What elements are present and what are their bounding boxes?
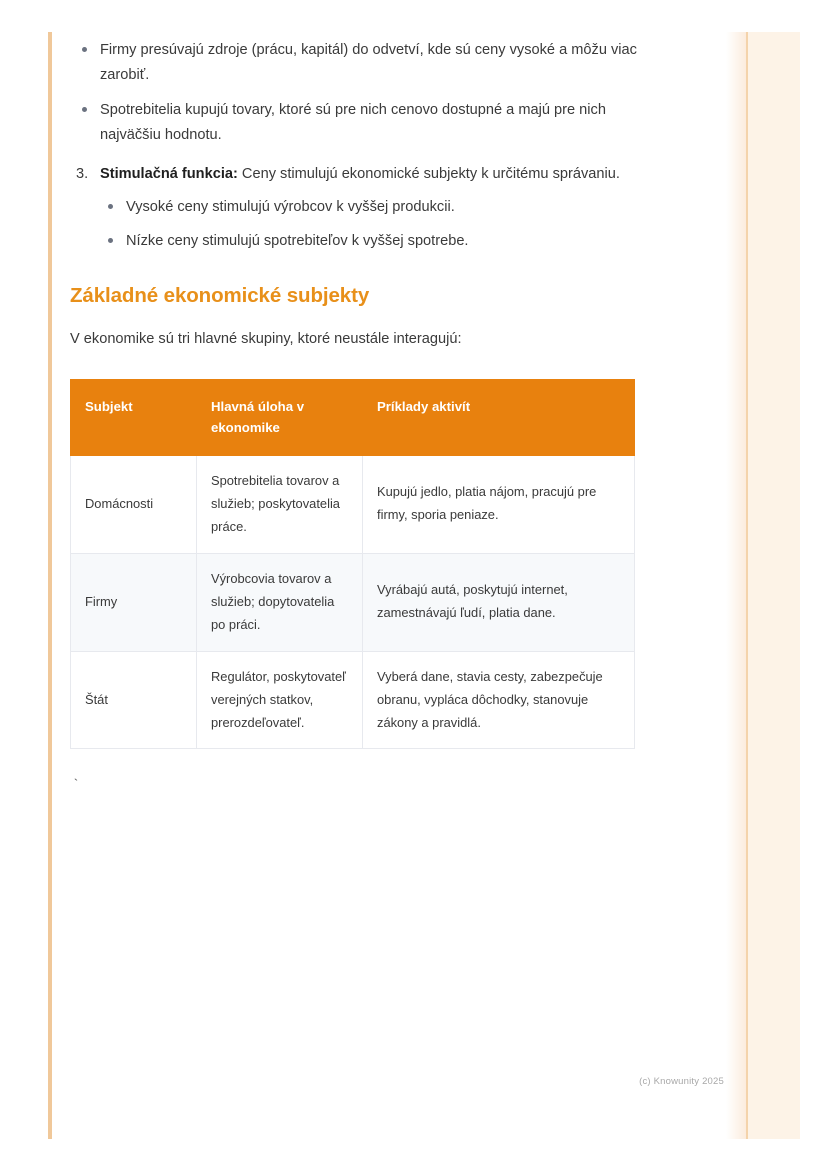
table-cell-examples: Kupujú jedlo, platia nájom, pracujú pre firmy, sporia peniaze. xyxy=(363,455,635,553)
top-bullet-list xyxy=(70,38,670,148)
page-right-accent-band xyxy=(746,32,800,1139)
list-item: Nízke ceny stimulujú spotrebiteľov k vyššej spotrebe. xyxy=(100,229,670,254)
table-cell-role: Regulátor, poskytovateľ verejných statkov, prerozdeľovateľ. xyxy=(197,651,363,749)
list-item: Vysoké ceny stimulujú výrobcov k vyššej produkcii. xyxy=(100,195,670,220)
table-cell-role: Spotrebitelia tovarov a služieb; poskytovatelia práce. xyxy=(197,455,363,553)
table-row xyxy=(71,553,635,651)
sub-bullet-list xyxy=(100,195,670,253)
section-intro-text: V ekonomike sú tri hlavné skupiny, ktoré neustále interagujú: xyxy=(70,330,462,347)
table-cell-examples: Vyberá dane, stavia cesty, zabezpečuje obranu, vypláca dôchodky, stanovuje zákony a pravidlá. xyxy=(363,651,635,749)
table-cell-role: Výrobcovia tovarov a služieb; dopytovatelia po práci. xyxy=(197,553,363,651)
section-title: Základné ekonomické subjekty xyxy=(70,283,370,307)
table-row xyxy=(71,651,635,749)
table-cell-subject: Firmy xyxy=(71,553,197,651)
footer-credit: (c) Knowunity 2025 xyxy=(639,1076,724,1087)
table-header-cell: Subjekt xyxy=(71,380,197,456)
numbered-list-item xyxy=(70,162,670,253)
list-number: 3. xyxy=(76,166,89,183)
list-item: Firmy presúvajú zdroje (prácu, kapitál) do odvetví, kde sú ceny vysoké a môžu viac zarobiť. xyxy=(70,38,670,88)
list-item-text: Ceny stimulujú ekonomické subjekty k určitému správaniu. xyxy=(237,166,620,183)
stray-backtick: ` xyxy=(72,777,80,793)
economic-subjects-table xyxy=(70,379,635,749)
list-item: Spotrebitelia kupujú tovary, ktoré sú pre nich cenovo dostupné a majú pre nich najväčšiu hodnotu. xyxy=(70,98,670,148)
table-header-cell: Príklady aktivít xyxy=(363,380,635,456)
table-cell-subject: Domácnosti xyxy=(71,455,197,553)
document-content xyxy=(70,32,670,792)
page-left-accent-bar xyxy=(48,32,52,1139)
list-item-title: Stimulačná funkcia: xyxy=(100,166,238,183)
table-cell-subject: Štát xyxy=(71,651,197,749)
table-header-row xyxy=(71,380,635,456)
numbered-list xyxy=(70,162,670,253)
table-row xyxy=(71,455,635,553)
page-right-gradient xyxy=(726,32,748,1139)
table-header-cell: Hlavná úloha v ekonomike xyxy=(197,380,363,456)
table-cell-examples: Vyrábajú autá, poskytujú internet, zamestnávajú ľudí, platia dane. xyxy=(363,553,635,651)
document-page xyxy=(48,32,800,1139)
